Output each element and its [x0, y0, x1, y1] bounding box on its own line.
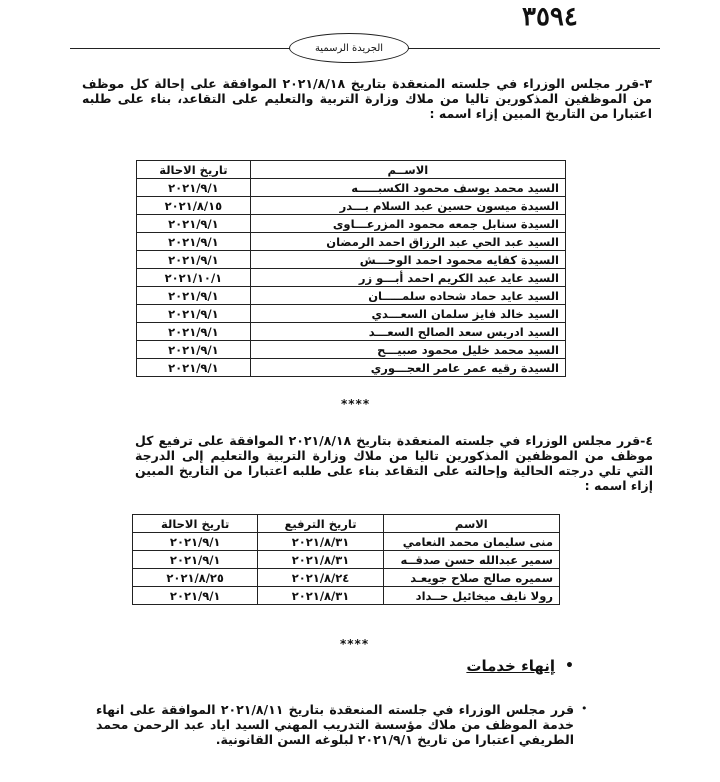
promotion-date: ٢٠٢١/٨/٣١	[258, 587, 383, 605]
column-header-name: الاســم	[250, 161, 565, 179]
employee-name: السيد عايد حماد شحاده سلمـــــان	[250, 287, 565, 305]
retirement-date: ٢٠٢١/٩/١	[137, 233, 251, 251]
table-row	[133, 569, 560, 587]
retirement-date: ٢٠٢١/٩/١	[137, 341, 251, 359]
promotion-table-body	[133, 533, 560, 605]
promotion-date: ٢٠٢١/٨/٣١	[258, 533, 383, 551]
employee-name: السيد محمد خليل محمود صبيـــح	[250, 341, 565, 359]
table-header-row	[137, 161, 566, 179]
bullet-icon: •	[581, 702, 588, 715]
employee-name: رولا نايف ميخائيل حــداد	[383, 587, 559, 605]
retirement-date: ٢٠٢١/٩/١	[137, 251, 251, 269]
decision-4-paragraph: ٤-قرر مجلس الوزراء في جلسته المنعقدة بتاريخ ٢٠٢١/٨/١٨ الموافقة على ترفيع كل موظف من الموظفين المذكورين تاليا من ملاك وزارة التربية والتعليم إلى الدرجة التي تلي درجته الحالية وإحالته على التقاعد بناء على طلبه اعتبارا من التاريخ المبين إزاء اسمه :	[135, 433, 653, 493]
table-row	[137, 251, 566, 269]
table-row	[137, 287, 566, 305]
column-header-promotion-date: تاريخ الترفيع	[258, 515, 383, 533]
table-row	[137, 179, 566, 197]
employee-name: السيدة رقيه عمر عامر العجـــوري	[250, 359, 565, 377]
page-number: ٣٥٩٤	[522, 2, 578, 32]
retirement-date: ٢٠٢١/٩/١	[137, 287, 251, 305]
table-row	[137, 197, 566, 215]
retirement-date: ٢٠٢١/٩/١	[137, 179, 251, 197]
retirement-table-body	[137, 179, 566, 377]
termination-paragraph: قرر مجلس الوزراء في جلسته المنعقدة بتاريخ ٢٠٢١/٨/١١ الموافقة على انهاء خدمة الموظف من ملاك مؤسسة التدريب المهني السيد اياد عبد الرحمن محمد الطريفي اعتبارا من تاريخ ٢٠٢١/٩/١ لبلوغه السن القانونية.	[96, 702, 574, 747]
employee-name: السيدة سنابل جمعه محمود المزرعـــاوى	[250, 215, 565, 233]
retirement-date: ٢٠٢١/١٠/١	[137, 269, 251, 287]
section-title: إنهاء خدمات	[466, 657, 556, 675]
column-header-retirement-date: تاريخ الاحالة	[133, 515, 258, 533]
promotion-date: ٢٠٢١/٨/٢٤	[258, 569, 383, 587]
employee-name: السيدة ميسون حسين عبد السلام بـــدر	[250, 197, 565, 215]
gazette-title: الجريدة الرسمية	[314, 42, 384, 54]
retirement-date: ٢٠٢١/٩/١	[133, 587, 258, 605]
gazette-header	[289, 33, 409, 63]
employee-name: سمير عبدالله حسن صدقــه	[383, 551, 559, 569]
employee-name: السيد عبد الحي عبد الرزاق احمد الرمضان	[250, 233, 565, 251]
promotion-date: ٢٠٢١/٨/٣١	[258, 551, 383, 569]
employee-name: السيدة كفايه محمود احمد الوحـــش	[250, 251, 565, 269]
table-row	[133, 587, 560, 605]
separator: ****	[340, 637, 370, 651]
column-header-name: الاسم	[383, 515, 559, 533]
retirement-date: ٢٠٢١/٩/١	[137, 305, 251, 323]
decision-3-paragraph: ٣-قرر مجلس الوزراء في جلسته المنعقدة بتاريخ ٢٠٢١/٨/١٨ الموافقة على إحالة كل موظف من الموظفين المذكورين تاليا من ملاك وزارة التربية والتعليم على التقاعد، بناء على طلبه اعتبارا من التاريخ المبين إزاء اسمه :	[82, 76, 653, 121]
table-row	[137, 323, 566, 341]
retirement-date: ٢٠٢١/٨/١٥	[137, 197, 251, 215]
bullet-icon: •	[565, 658, 574, 674]
table-row	[133, 533, 560, 551]
table-row	[137, 215, 566, 233]
table-row	[133, 551, 560, 569]
retirement-table	[136, 160, 566, 377]
employee-name: السيد ادريس سعد الصالح السعـــد	[250, 323, 565, 341]
section-heading	[466, 657, 574, 675]
table-row	[137, 269, 566, 287]
employee-name: سميره صالح صلاح جويعـد	[383, 569, 559, 587]
employee-name: السيد محمد يوسف محمود الكسبـــــه	[250, 179, 565, 197]
employee-name: السيد خالد فايز سلمان السعـــدي	[250, 305, 565, 323]
employee-name: منى سليمان محمد النعامي	[383, 533, 559, 551]
retirement-date: ٢٠٢١/٩/١	[137, 359, 251, 377]
table-row	[137, 305, 566, 323]
table-row	[137, 341, 566, 359]
retirement-date: ٢٠٢١/٩/١	[133, 533, 258, 551]
table-row	[137, 359, 566, 377]
retirement-date: ٢٠٢١/٩/١	[133, 551, 258, 569]
retirement-date: ٢٠٢١/٨/٢٥	[133, 569, 258, 587]
table-row	[137, 233, 566, 251]
table-header-row	[133, 515, 560, 533]
separator: ****	[341, 397, 371, 411]
retirement-date: ٢٠٢١/٩/١	[137, 215, 251, 233]
column-header-date: تاريخ الاحالة	[137, 161, 251, 179]
retirement-date: ٢٠٢١/٩/١	[137, 323, 251, 341]
promotion-table	[132, 514, 560, 605]
employee-name: السيد عايد عبد الكريم احمد أبـــو زر	[250, 269, 565, 287]
